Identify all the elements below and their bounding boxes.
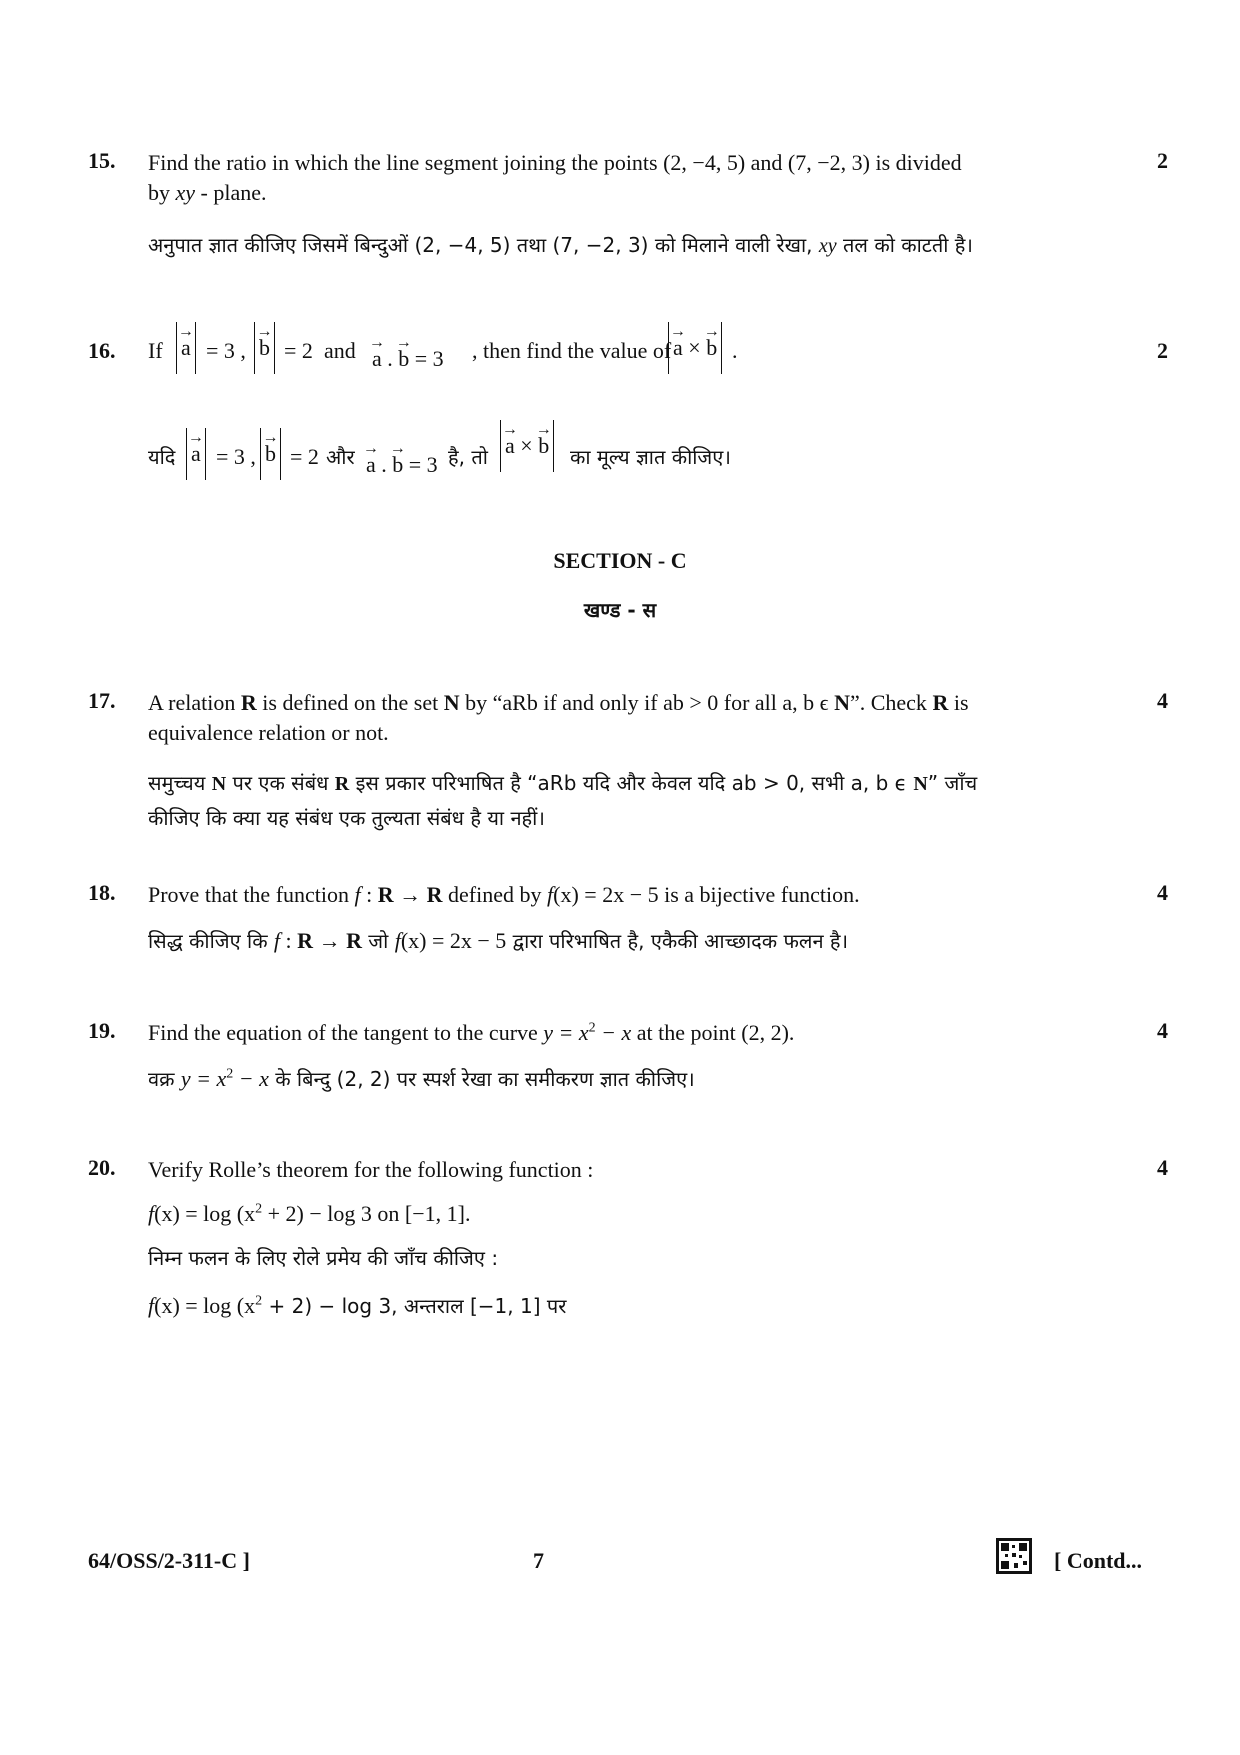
- abs-vector-b: → b: [260, 428, 281, 480]
- continued-label: [ Contd...: [1054, 1548, 1143, 1573]
- section-title: SECTION - C: [553, 548, 687, 573]
- question-text: Find the equation of the tangent to the curve $y = x^2 - x$ at the point (2, 2). वक्र $y = x^2 - x$ के बिन्दु (2, 2) पर स्पर्श रेखा का समीकरण ज्ञात कीजिए।: [148, 1018, 1108, 1096]
- marks: 2: [1157, 338, 1168, 363]
- paper-code: 64/OSS/2-311-C ]: [88, 1548, 250, 1573]
- hindi-text: निम्न फलन के लिए रोले प्रमेय की जाँच कीजिए :: [148, 1246, 499, 1270]
- marks: 4: [1157, 880, 1168, 905]
- abs-vector-a: → a: [186, 428, 206, 480]
- hindi-text: समुच्चय N पर एक संबंध R इस प्रकार परिभाषित है “aRb यदि और केवल यदि ab > 0, सभी a, b ϵ N” जाँच कीजिए कि क्या यह संबंध एक तुल्यता संबंध है या नहीं।: [148, 771, 978, 830]
- section-title-hindi: खण्ड - स: [583, 598, 657, 622]
- hindi-text: अनुपात ज्ञात कीजिए जिसमें बिन्दुओं (2, −4, 5) तथा (7, −2, 3) को मिलाने वाली रेखा, xy तल को काटती है।: [148, 233, 974, 257]
- question-text: Find the ratio in which the line segment joining the points (2, −4, 5) and (7, −2, 3) is divided by xy - plane. अनुपात ज्ञात कीजिए जिसमें बिन्दुओं (2, −4, 5) तथा (7, −2, 3) को मिलाने वाली रेखा, xy तल को काटती है।: [148, 148, 1108, 263]
- question-number: 19.: [88, 1018, 116, 1043]
- question-number: 20.: [88, 1155, 116, 1180]
- question-number: 18.: [88, 880, 116, 905]
- hindi-text: वक्र $y = x^2 - x$ के बिन्दु (2, 2) पर स्पर्श रेखा का समीकरण ज्ञात कीजिए।: [148, 1066, 695, 1091]
- question-number: 15.: [88, 148, 116, 173]
- dot-product: → a . → b = 3: [372, 344, 444, 374]
- question-number: 17.: [88, 688, 116, 713]
- question-text: Verify Rolle’s theorem for the following function : $f(x) = \log (x^2 + 2) - \log 3$ on [−1, 1]. निम्न फलन के लिए रोले प्रमेय की जाँच कीजिए : $f(x) = \log (x^2 + 2) - \log 3$, अन्तराल [−1, 1] पर: [148, 1155, 1108, 1321]
- abs-vector-b: → b: [254, 322, 275, 374]
- question-number: 16.: [88, 338, 116, 363]
- dot-product: → a . → b = 3: [366, 450, 438, 480]
- question-text: Prove that the function f : R → R defined by f(x) = 2x − 5 is a bijective function. सिद्ध कीजिए कि f : R → R जो f(x) = 2x − 5 द्वारा परिभाषित है, एकैकी आच्छादक फलन है।: [148, 880, 1108, 958]
- marks: 2: [1157, 148, 1168, 173]
- abs-cross-product: → a × → b: [500, 420, 554, 472]
- function-expression-hindi: $f(x) = \log (x^2 + 2) - \log 3$, अन्तराल [−1, 1] पर: [148, 1293, 567, 1318]
- page-number: 7: [533, 1548, 544, 1573]
- marks: 4: [1157, 688, 1168, 713]
- function-expression: $f(x) = \log (x^2 + 2) - \log 3$ on [−1, 1].: [148, 1201, 471, 1226]
- question-text: A relation R is defined on the set N by “aRb if and only if ab > 0 for all a, b ϵ N”. Check R is equivalence relation or not. समुच्चय N पर एक संबंध R इस प्रकार परिभाषित है “aRb यदि और केवल यदि ab > 0, सभी a, b ϵ N” जाँच कीजिए कि क्या यह संबंध एक तुल्यता संबंध है या नहीं।: [148, 688, 1108, 835]
- marks: 4: [1157, 1018, 1168, 1043]
- qr-code-icon: [996, 1538, 1032, 1574]
- hindi-text: यदि → a = 3 , → b = 2 और → a . → b = 3 है, तो → a × → b का मूल्य ज्ञात कीजिए।: [148, 424, 1108, 484]
- abs-cross-product: → a × → b: [668, 322, 722, 374]
- question-text: If → a = 3 , → b = 2 and → a . → b = 3 , then find the value of → a × → b .: [148, 318, 1108, 378]
- hindi-text: सिद्ध कीजिए कि f : R → R जो f(x) = 2x − 5 द्वारा परिभाषित है, एकैकी आच्छादक फलन है।: [148, 928, 849, 953]
- abs-vector-a: → a: [176, 322, 196, 374]
- marks: 4: [1157, 1155, 1168, 1180]
